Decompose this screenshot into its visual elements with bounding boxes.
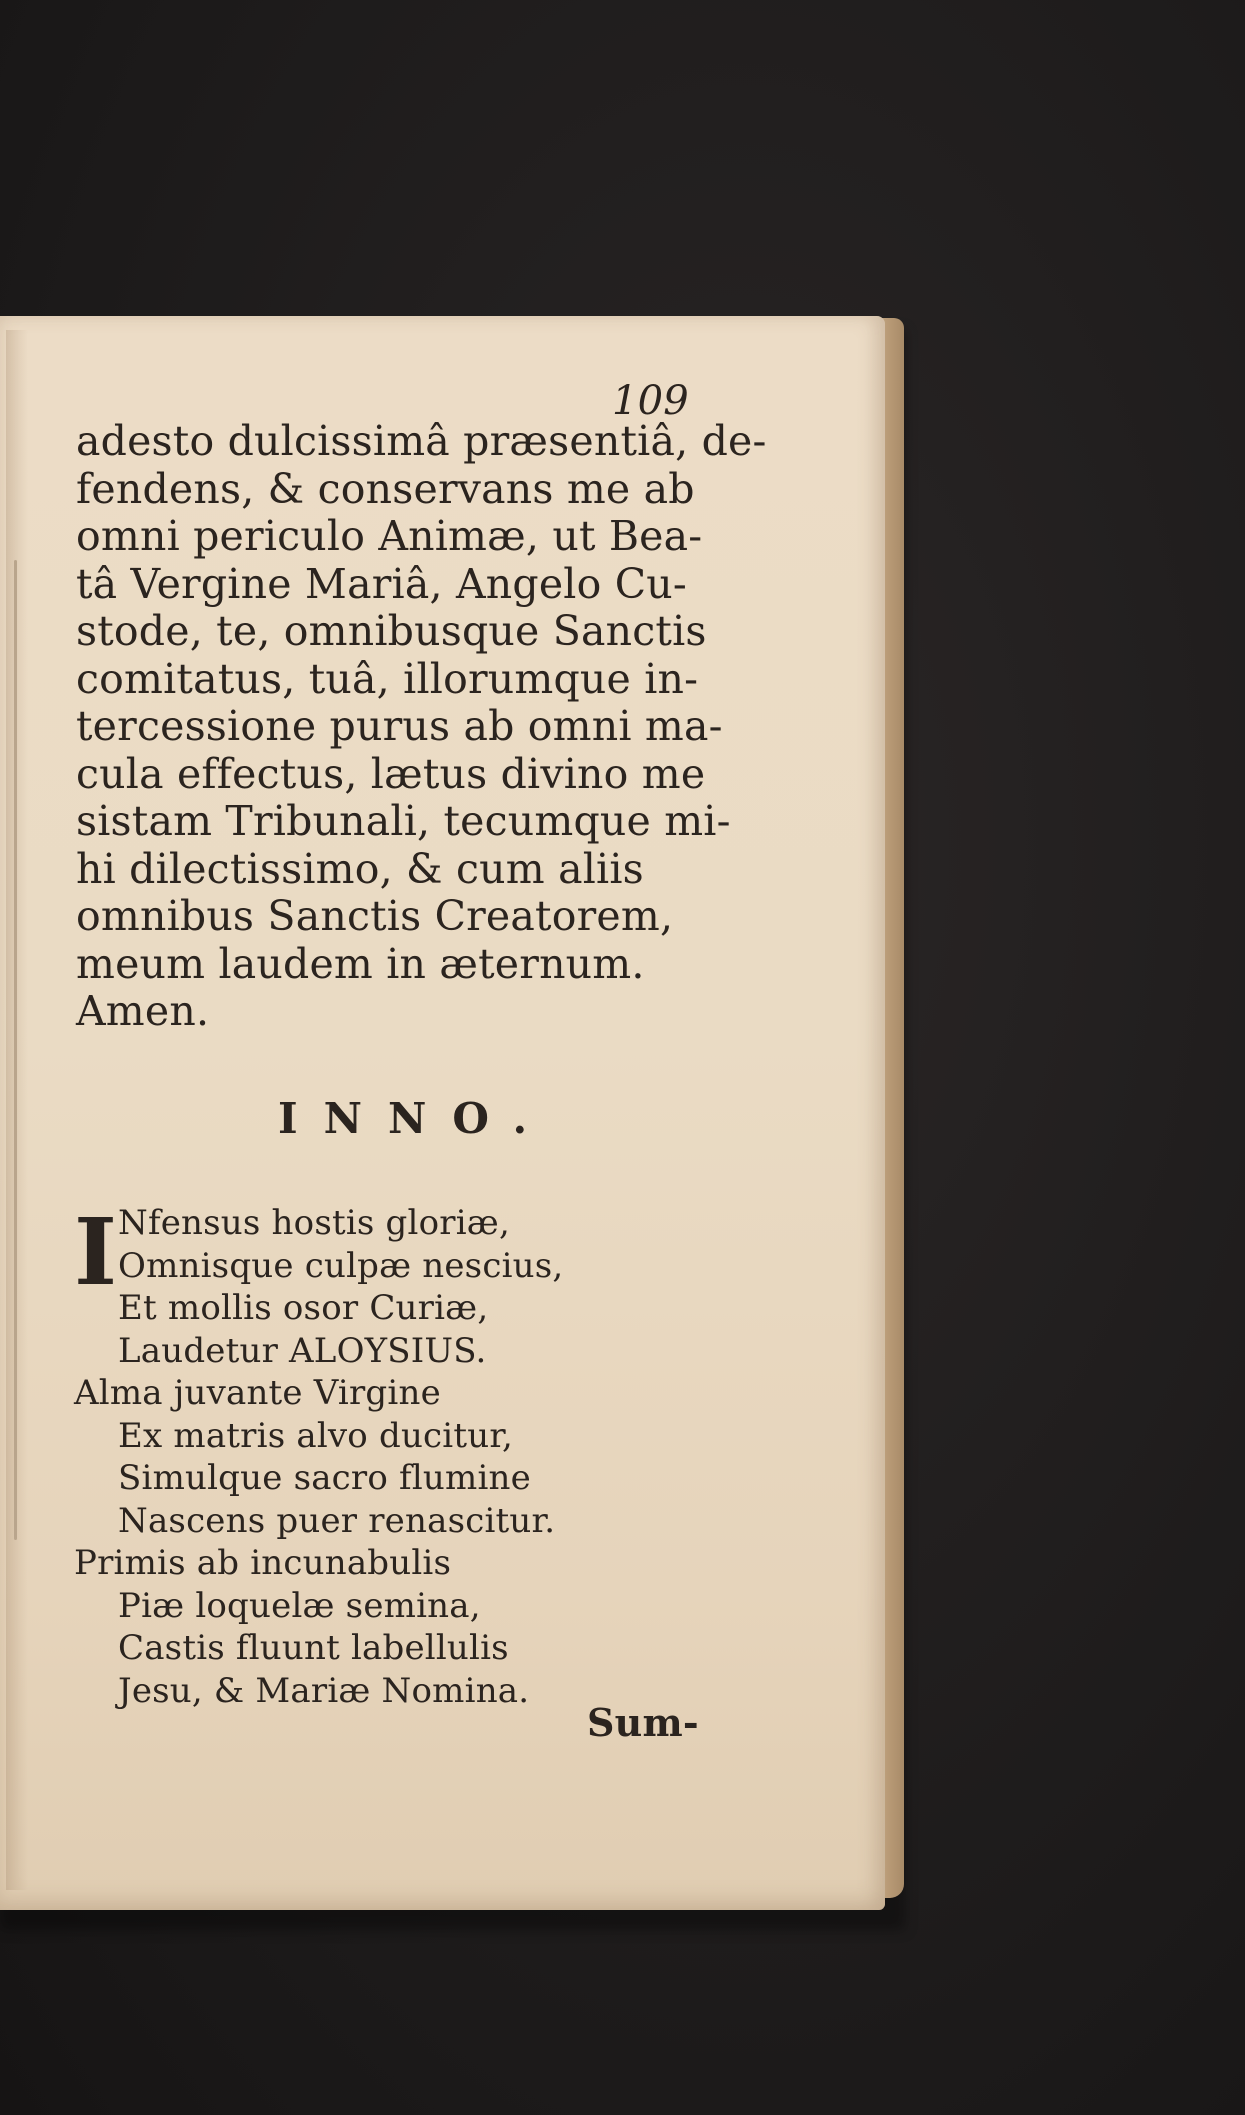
hymn-line: Laudetur ALOYSIUS. [118,1330,487,1371]
hymn-line: Alma juvante Virgine [74,1373,441,1413]
hymn-line: Primis ab incunabulis [74,1543,452,1583]
prose-line: comitatus, tuâ, illorumque in- [76,654,699,703]
hymn-line: Ex matris alvo ducitur, [118,1415,514,1456]
hymn-line: Omnisque culpæ nescius, [118,1245,564,1286]
hymn-line: Piæ loquelæ semina, [118,1585,481,1626]
hymn-line: Jesu, & Mariæ Nomina. [118,1670,530,1711]
catchword: Sum- [587,1700,699,1745]
prose-line: tâ Vergine Mariâ, Angelo Cu- [76,559,687,608]
prose-line: cula effectus, lætus divino me [76,749,706,798]
prayer-text [76,417,767,1036]
hymn-line: Nfensus hostis gloriæ, [118,1203,510,1243]
prose-line: fendens, & conservans me ab [76,464,695,513]
prose-line: meum laudem in æternum. [76,939,645,988]
drop-cap: I [74,1198,118,1306]
prose-line: tercessione purus ab omni ma- [76,702,723,750]
hymn-line: Castis fluunt labellulis [118,1628,509,1668]
book-gutter [6,330,28,1890]
prose-line: adesto dulcissimâ præsentiâ, de- [76,417,767,465]
hymn-text [74,1198,564,1712]
prose-line: Amen. [76,987,210,1035]
section-heading: INNO. [278,1094,554,1143]
prose-line: hi dilectissimo, & cum aliis [76,844,644,893]
prose-line: omnibus Sanctis Creatorem, [76,892,674,940]
binding-thread [14,560,17,1540]
hymn-line: Simulque sacro flumine [118,1458,531,1498]
hymn-line: Nascens puer renascitur. [118,1500,556,1541]
hymn-line: Et mollis osor Curiæ, [118,1288,489,1328]
prose-line: omni periculo Animæ, ut Bea- [76,512,703,560]
page-number: 109 [612,378,689,424]
prose-line: stode, te, omnibusque Sanctis [76,607,707,655]
prose-line: sistam Tribunali, tecumque mi- [76,797,731,845]
